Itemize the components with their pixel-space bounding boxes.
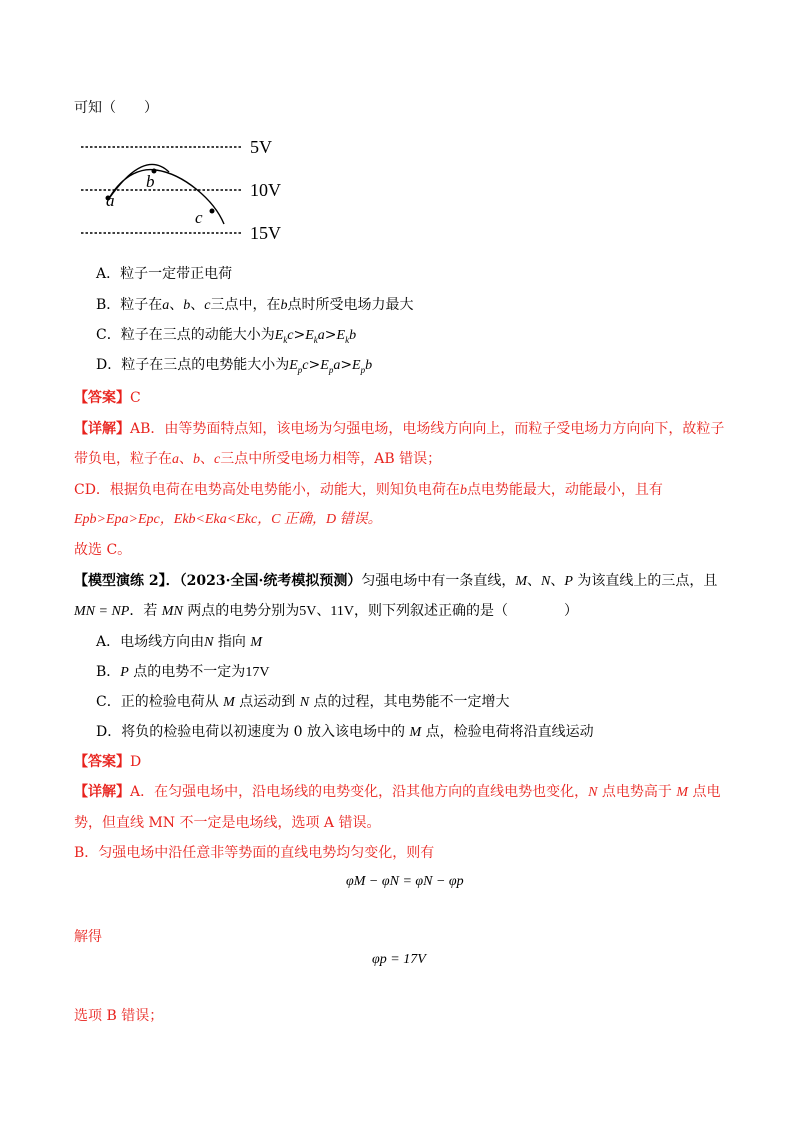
q2-detail-line-1: 【详解】A．在匀强电场中，沿电场线的电势变化，沿其他方向的直线电势也变化，N 点电势高于 M 点电 [74, 784, 721, 800]
q2-detail-line-3: B．匀强电场中沿任意非等势面的直线电势均匀变化，则有 [74, 845, 435, 861]
option-letter: A． [96, 266, 121, 282]
voltage-label-5v: 5V [250, 137, 272, 157]
detail-line-4: Epb>Epa>Epc，Ekb<Eka<Ekc，C 正确，D 错误。 [74, 512, 382, 527]
voltage-label-15v: 15V [250, 223, 281, 242]
point-a-label: a [106, 191, 115, 210]
voltage-label-10v: 10V [250, 180, 281, 200]
question-intro: 可知（ ） [74, 100, 158, 116]
q2-option-b: B．P 点的电势不一定为17V [96, 664, 270, 680]
q2-option-d: D．将负的检验电荷以初速度为 0 放入该电场中的 M 点，检验电荷将沿直线运动 [96, 724, 594, 740]
particle-trajectory [108, 164, 224, 224]
q2-answer-line: 【答案】D [74, 754, 142, 770]
equation-1: φM − φN = φN − φp [346, 874, 464, 889]
q2-stem-line-2: MN = NP．若 MN 两点的电势分别为5V、11V，则下列叙述正确的是（ ） [74, 603, 578, 619]
equipotential-figure [74, 132, 374, 242]
q2-detail-line-2: 势，但直线 MN 不一定是电场线，选项 A 错误。 [74, 815, 381, 831]
point-b-label: b [146, 172, 155, 191]
option-text: 粒子一定带正电荷 [120, 266, 233, 282]
equation-2: φp = 17V [372, 952, 426, 967]
solve-label: 解得 [74, 929, 102, 945]
q2-option-a: A．电场线方向由N 指向 M [96, 634, 263, 650]
option-b: B．粒子在a、b、c三点中，在b点时所受电场力最大 [96, 297, 414, 313]
detail-line-3: CD．根据负电荷在电势高处电势能小，动能大，则知负电荷在b点电势能最大，动能最小，且有 [74, 482, 663, 498]
q2-option-c: C．正的检验电荷从 M 点运动到 N 点的过程，其电势能不一定增大 [96, 694, 510, 710]
point-c-label: c [195, 208, 203, 227]
answer-line-1: 【答案】C [74, 390, 141, 406]
option-d: D．粒子在三点的电势能大小为$E_pc>E_pa>E_pb$ [96, 357, 373, 375]
q2-conclusion: 选项 B 错误； [74, 1008, 164, 1024]
point-c-dot [210, 209, 215, 214]
q2-stem-line-1: 【模型演练 2】．（2023·全国·统考模拟预测）匀强电场中有一条直线，M、N、P 为该直线上的三点，且 [74, 573, 718, 589]
option-c: C．粒子在三点的动能大小为$E_kc>E_ka>E_kb$ [96, 327, 357, 345]
option-a [96, 264, 232, 284]
detail-line-1: 【详解】AB．由等势面特点知，该电场为匀强电场，电场线方向向上，而粒子受电场力方向向下，故粒子 [74, 421, 725, 437]
detail-line-2: 带负电，粒子在a、b、c三点中所受电场力相等，AB 错误； [74, 451, 442, 467]
conclusion-line: 故选 C。 [74, 542, 132, 558]
